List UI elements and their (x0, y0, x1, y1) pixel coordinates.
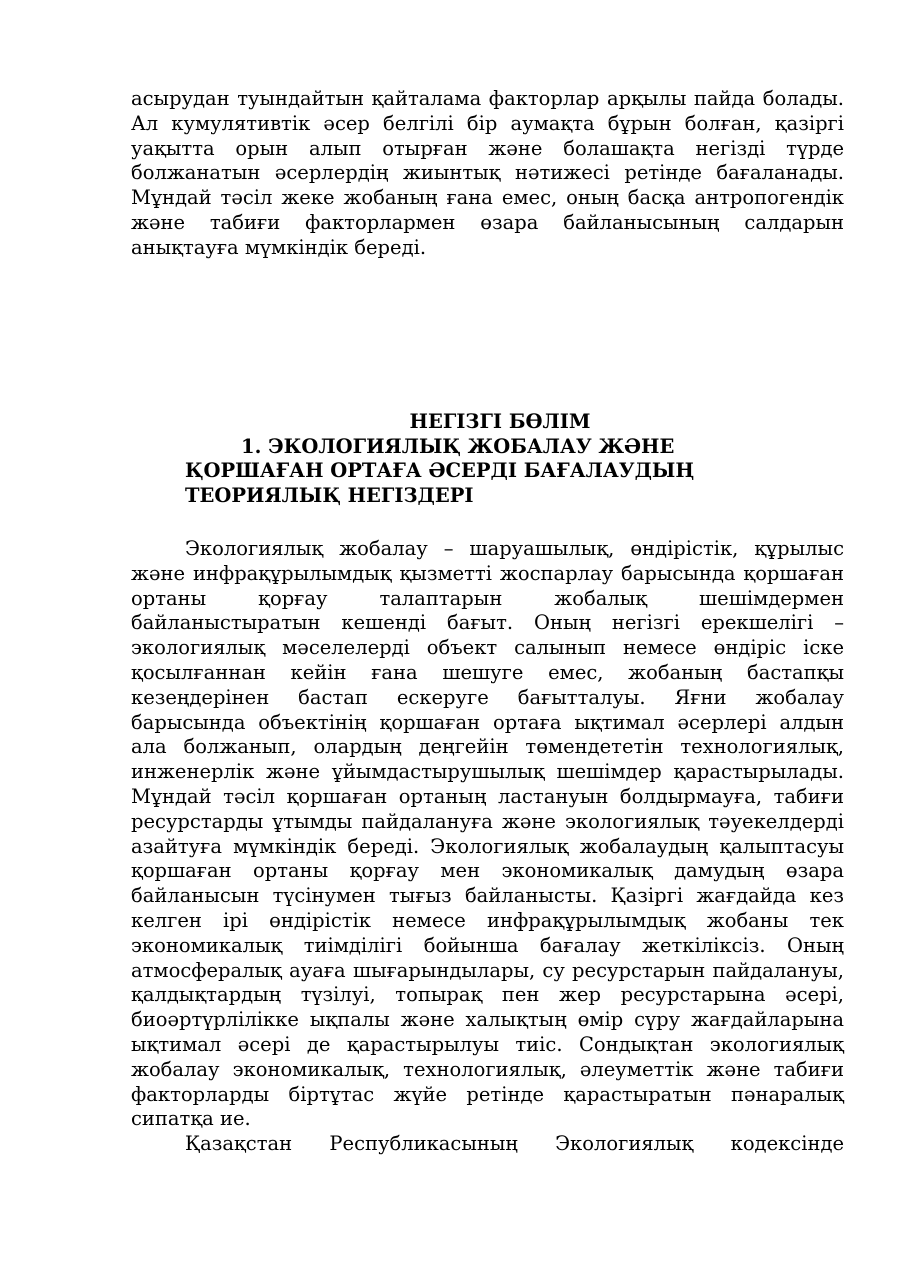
body-paragraph-1: Экологиялық жобалау – шаруашылық, өндірістік, құрылыс және инфрақұрылымдық қызметті жоспарлау барысында қоршаған ортаны қорғау талаптарын жобалық шешімдермен байланыстыратын кешенді бағыт. Оның негізгі ерекшелігі – экологиялық мәселелерді объект салынып немесе өндіріс іске қосылғаннан кейін ғана шешуге емес, жобаның бастапқы кезеңдерінен бастап ескеруге бағытталуы. Яғни жобалау барысында объектінің қоршаған ортаға ықтимал әсерлері алдын ала болжанып, олардың деңгейін төмендететін технологиялық, инженерлік және ұйымдастырушылық шешімдер қарастырылады. Мұндай тәсіл қоршаған ортаның ластануын болдырмауға, табиғи ресурстарды ұтымды пайдалануға және экологиялық тәуекелдерді азайтуға мүмкіндік береді. Экологиялық жобалаудың қалыптасуы қоршаған ортаны қорғау мен экономикалық дамудың өзара байланысын түсінумен тығыз байланысты. Қазіргі жағдайда кез келген ірі өндірістік немесе инфрақұрылымдық жобаны тек экономикалық тиімділігі бойынша бағалау жеткіліксіз. Оның атмосфералық ауаға шығарындылары, су ресурстарын пайдалануы, қалдықтардың түзілуі, топырақ пен жер ресурстарына әсері, биоәртүрлілікке ықпалы және халықтың өмір сүру жағдайларына ықтимал әсері де қарастырылуы тиіс. Сондықтан экологиялық жобалау экономикалық, технологиялық, әлеуметтік және табиғи факторларды біртұтас жүйе ретінде қарастыратын пәнаралық сипатқа ие. (131, 537, 844, 1131)
chapter-title-line-2: ҚОРШАҒАН ОРТАҒА ӘСЕРДІ БАҒАЛАУДЫҢ (185, 459, 695, 482)
chapter-title (185, 435, 785, 509)
intro-paragraph: асырудан туындайтын қайталама факторлар арқылы пайда болады. Ал кумулятивтік әсер белгілі бір аумақта бұрын болған, қазіргі уақытта орын алып отырған және болашақта негізді түрде болжанатын әсерлердің жиынтық нәтижесі ретінде бағаланады. Мұндай тәсіл жеке жобаның ғана емес, оның басқа антропогендік және табиғи факторлармен өзара байланысының салдарын анықтауға мүмкіндік береді. (131, 87, 844, 259)
intro-section (131, 87, 844, 261)
chapter-title-line-1: 1. ЭКОЛОГИЯЛЫҚ ЖОБАЛАУ ЖӘНЕ (241, 434, 675, 458)
main-part-heading: НЕГІЗГІ БӨЛІМ (409, 410, 591, 433)
section-heading (185, 410, 785, 508)
body-paragraph-2: Қазақстан Республикасының Экологиялық кодексінде (185, 1132, 844, 1156)
chapter-title-line-3: ТЕОРИЯЛЫҚ НЕГІЗДЕРІ (185, 483, 474, 507)
body-section (131, 537, 844, 1157)
